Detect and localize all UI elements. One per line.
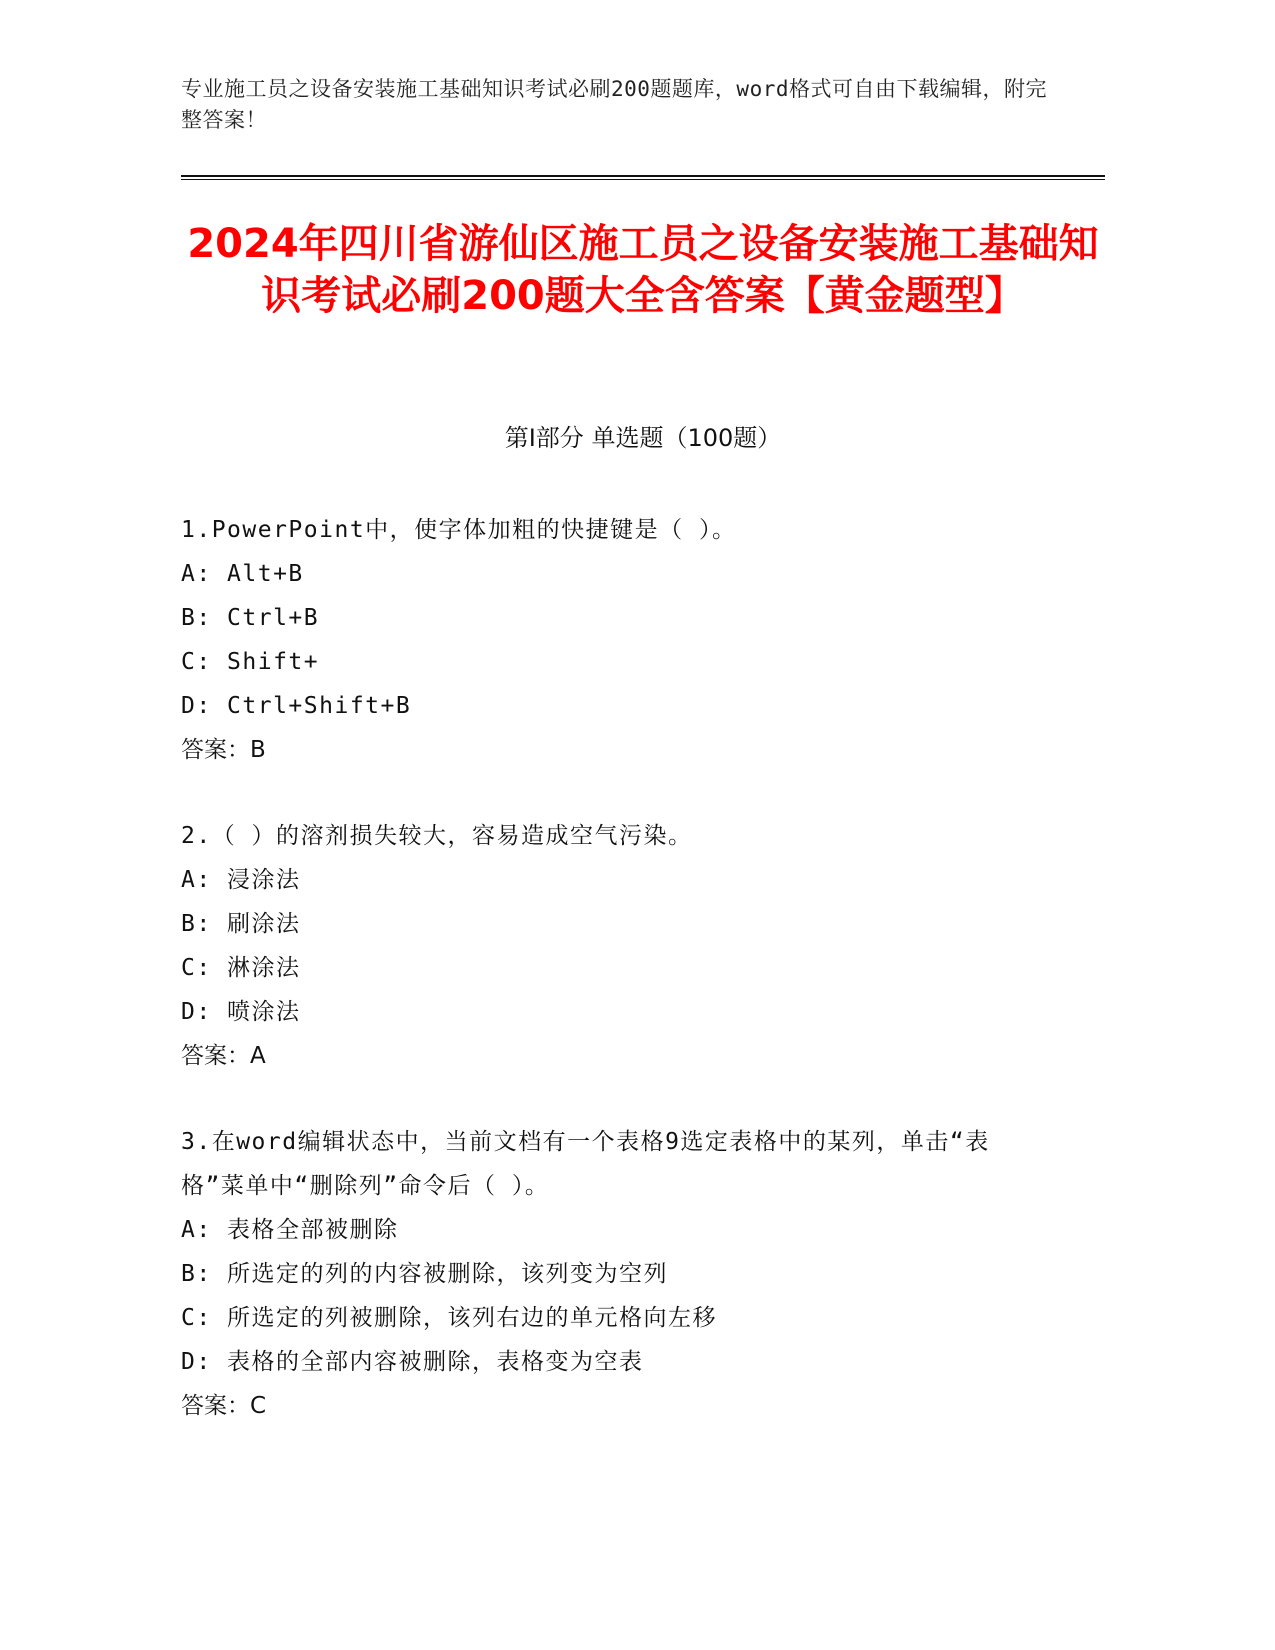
question-2 [181,814,1041,1078]
option-c: C: Shift+ [181,649,320,675]
option-b: B: Ctrl+B [181,605,320,631]
question-stem: 3.在word编辑状态中，当前文档有一个表格9选定表格中的某列，单击“表格”菜单中“删除列”命令后（ ）。 [181,1129,990,1199]
option-a: A: 浸涂法 [181,867,301,893]
option-a: A: 表格全部被删除 [181,1217,399,1243]
option-d: D: 喷涂法 [181,999,301,1025]
question-1 [181,508,1041,772]
answer-line: 答案：C [181,1393,267,1419]
option-c: C: 淋涂法 [181,955,301,981]
option-b: B: 所选定的列的内容被删除，该列变为空列 [181,1261,669,1287]
header-divider [181,175,1105,180]
option-d: D: 表格的全部内容被删除，表格变为空表 [181,1349,644,1375]
question-stem: 2.（ ）的溶剂损失较大，容易造成空气污染。 [181,823,693,849]
answer-line: 答案：B [181,737,266,763]
question-list [181,508,1041,1470]
question-3 [181,1120,1041,1428]
page-header-text: 专业施工员之设备安装施工基础知识考试必刷200题题库，word格式可自由下载编辑，附完整答案！ [181,77,1047,132]
answer-line: 答案：A [181,1043,266,1069]
document-title: 2024年四川省游仙区施工员之设备安装施工基础知识考试必刷200题大全含答案【黄金题型】 [187,221,1099,319]
question-stem: 1.PowerPoint中，使字体加粗的快捷键是（ ）。 [181,517,737,543]
option-a: A: Alt+B [181,561,304,587]
section-heading: 第Ⅰ部分 单选题（100题） [504,424,782,452]
option-d: D: Ctrl+Shift+B [181,693,412,719]
option-c: C: 所选定的列被删除，该列右边的单元格向左移 [181,1305,718,1331]
option-b: B: 刷涂法 [181,911,301,937]
